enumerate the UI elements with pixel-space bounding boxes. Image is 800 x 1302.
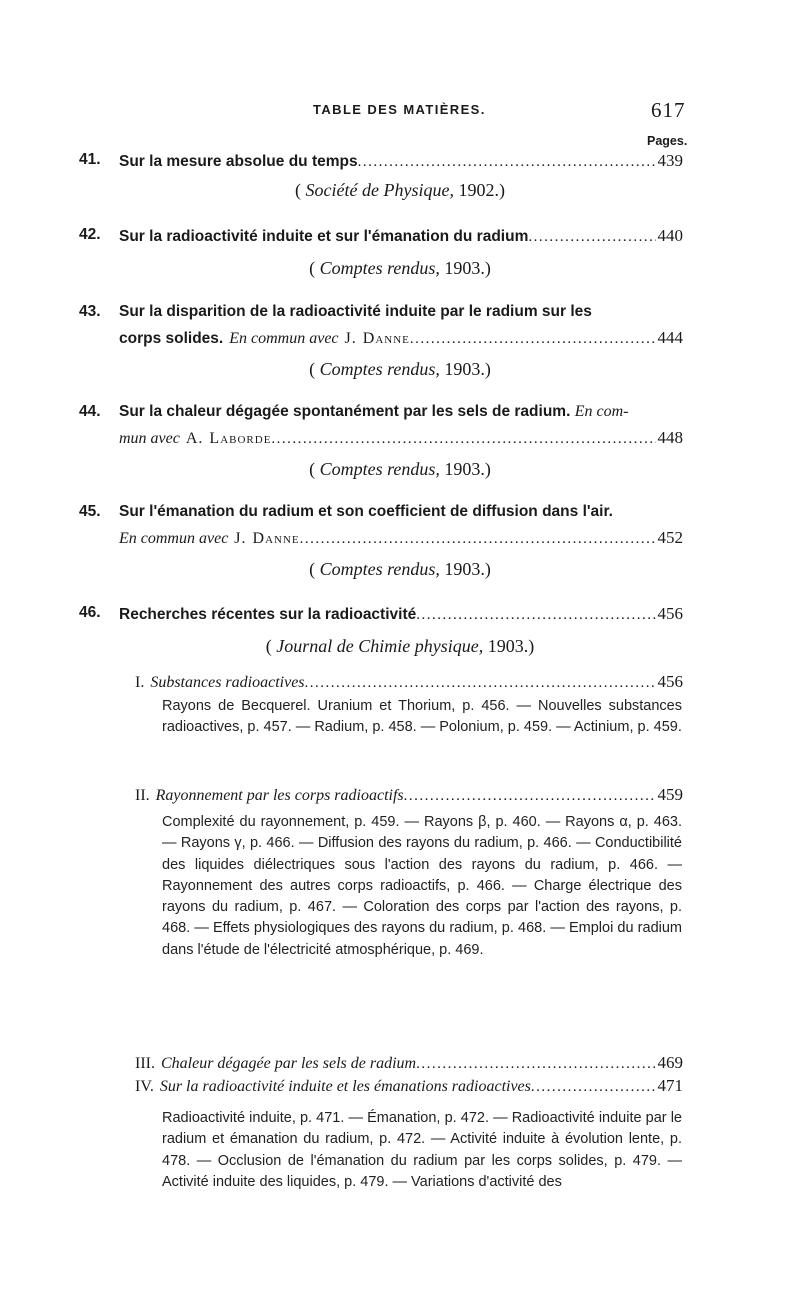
source-name: Comptes rendus, <box>319 459 440 479</box>
dot-leader <box>416 1056 655 1073</box>
entry-page: 456 <box>657 604 683 623</box>
collab-initial: J. <box>234 530 247 547</box>
subsection-title: Rayonnement par les corps radioactifs <box>155 787 404 804</box>
entry-number: 45. <box>79 503 101 520</box>
subsection-number: I. <box>135 674 145 691</box>
header-title: TABLE DES MATIÈRES. <box>313 102 486 117</box>
collab-prefix: En commun avec <box>229 330 339 347</box>
subsection-number: III. <box>135 1055 155 1072</box>
source-name: Comptes rendus, <box>319 359 440 379</box>
subsection-2 <box>135 785 683 805</box>
source-year: 1903. <box>444 359 485 379</box>
subsection-3 <box>135 1053 683 1073</box>
toc-entry-44-line1 <box>79 403 629 421</box>
source-name: Comptes rendus, <box>319 258 440 278</box>
header-page-number: 617 <box>651 98 686 122</box>
dot-leader <box>300 531 656 548</box>
source-name: Journal de Chimie physique, <box>276 636 484 656</box>
entry-title: Recherches récentes sur la radioactivité <box>119 606 417 623</box>
subsection-page: 471 <box>657 1076 683 1095</box>
entry-page: 439 <box>657 151 683 170</box>
collab-initial: J. <box>344 330 357 347</box>
entry-title: Sur la mesure absolue du temps <box>119 153 358 170</box>
source-year: 1903. <box>487 636 529 656</box>
entry-number: 41. <box>79 151 101 168</box>
dot-leader <box>416 607 655 624</box>
collab-name: Danne <box>362 330 410 347</box>
entry-source-42: ( Comptes rendus, 1903.) <box>309 258 491 278</box>
subsection-4 <box>135 1076 683 1096</box>
entry-source-46: ( Journal de Chimie physique, 1903.) <box>265 636 535 656</box>
entry-source-44: ( Comptes rendus, 1903.) <box>309 459 491 479</box>
toc-entry-41 <box>79 151 683 171</box>
dot-leader <box>410 331 656 348</box>
subsection-title: Sur la radioactivité induite et les émanations radioactives <box>159 1078 531 1095</box>
entry-title: Sur la radioactivité induite et sur l'émanation du radium <box>119 228 529 245</box>
collab-initial: A. <box>185 430 204 447</box>
collab-name: Laborde <box>209 430 272 447</box>
subsection-1 <box>135 672 683 692</box>
toc-entry-43-line1 <box>79 303 592 321</box>
subsection-page: 469 <box>657 1053 683 1072</box>
subsection-4-description: Radioactivité induite, p. 471. — Émanation, p. 472. — Radioactivité induite par le radium et émanation du radium, p. 472. — Activité induite à évolution lente, p. 478. — Occlusion de l'émanation du radium par les corps solides, p. 479. — Activité induite des liquides, p. 479. — Variations d'activité des <box>162 1110 682 1190</box>
collab-prefix: En commun avec <box>119 530 229 547</box>
toc-entry-46 <box>79 604 683 624</box>
entry-page: 444 <box>657 328 683 347</box>
collab-prefix-start: En com- <box>574 403 629 420</box>
toc-entry-42 <box>79 226 683 246</box>
entry-title-line1: Sur la disparition de la radioactivité induite par le radium sur les <box>119 303 592 320</box>
entry-title-line1: Sur l'émanation du radium et son coefficient de diffusion dans l'air. <box>119 503 613 520</box>
entry-title: corps solides. <box>119 330 224 347</box>
source-name: Comptes rendus, <box>319 559 440 579</box>
source-year: 1903. <box>444 559 485 579</box>
collab-prefix: mun avec <box>119 430 180 447</box>
dot-leader <box>358 154 656 171</box>
entry-source-41: ( Société de Physique, 1902.) <box>295 180 505 200</box>
dot-leader <box>271 431 655 448</box>
entry-source-43: ( Comptes rendus, 1903.) <box>309 359 491 379</box>
source-year: 1902. <box>458 180 499 200</box>
entry-title-line1: Sur la chaleur dégagée spontanément par les sels de radium. <box>119 403 571 420</box>
entry-number: 43. <box>79 303 101 320</box>
subsection-2-description: Complexité du rayonnement, p. 459. — Rayons β, p. 460. — Rayons α, p. 463. — Rayons γ, p. 466. — Diffusion des rayons du radium, p. 466. — Conductibilité des liquides diélectriques sous l'action des rayons du radium, p. 466. — Rayonnement des autres corps radioactifs, p. 466. — Charge électrique des rayons du radium, p. 467. — Coloration des corps par l'action des rayons, p. 468. — Effets physiologiques des rayons du radium, p. 468. — Emploi du radium dans l'étude de l'électricité atmosphérique, p. 469. <box>162 814 682 958</box>
subsection-title: Substances radioactives <box>150 674 305 691</box>
source-year: 1903. <box>444 258 485 278</box>
toc-entry-45-line1 <box>79 503 613 521</box>
subsection-page: 456 <box>657 672 683 691</box>
entry-page: 448 <box>657 428 683 447</box>
dot-leader <box>305 675 656 692</box>
subsection-number: II. <box>135 787 150 804</box>
toc-entry-45 <box>119 528 683 548</box>
running-header <box>0 100 800 124</box>
subsection-1-description: Rayons de Becquerel. Uranium et Thorium, p. 456. — Nouvelles substances radioactives, p. 457. — Radium, p. 458. — Polonium, p. 459. — Actinium, p. 459. <box>162 698 682 736</box>
entry-page: 440 <box>657 226 683 245</box>
entry-number: 42. <box>79 226 101 243</box>
toc-entry-43 <box>119 328 683 348</box>
dot-leader <box>528 229 655 246</box>
collab-name: Danne <box>252 530 300 547</box>
entry-page: 452 <box>657 528 683 547</box>
subsection-page: 459 <box>657 785 683 804</box>
toc-entry-44 <box>119 428 683 448</box>
pages-column-label: Pages. <box>647 134 688 148</box>
source-year: 1903. <box>444 459 485 479</box>
subsection-title: Chaleur dégagée par les sels de radium <box>160 1055 417 1072</box>
dot-leader <box>531 1079 656 1096</box>
source-name: Société de Physique, <box>305 180 454 200</box>
entry-source-45: ( Comptes rendus, 1903.) <box>309 559 491 579</box>
entry-number: 46. <box>79 604 101 621</box>
entry-number: 44. <box>79 403 101 420</box>
subsection-number: IV. <box>135 1078 154 1095</box>
dot-leader <box>404 788 656 805</box>
